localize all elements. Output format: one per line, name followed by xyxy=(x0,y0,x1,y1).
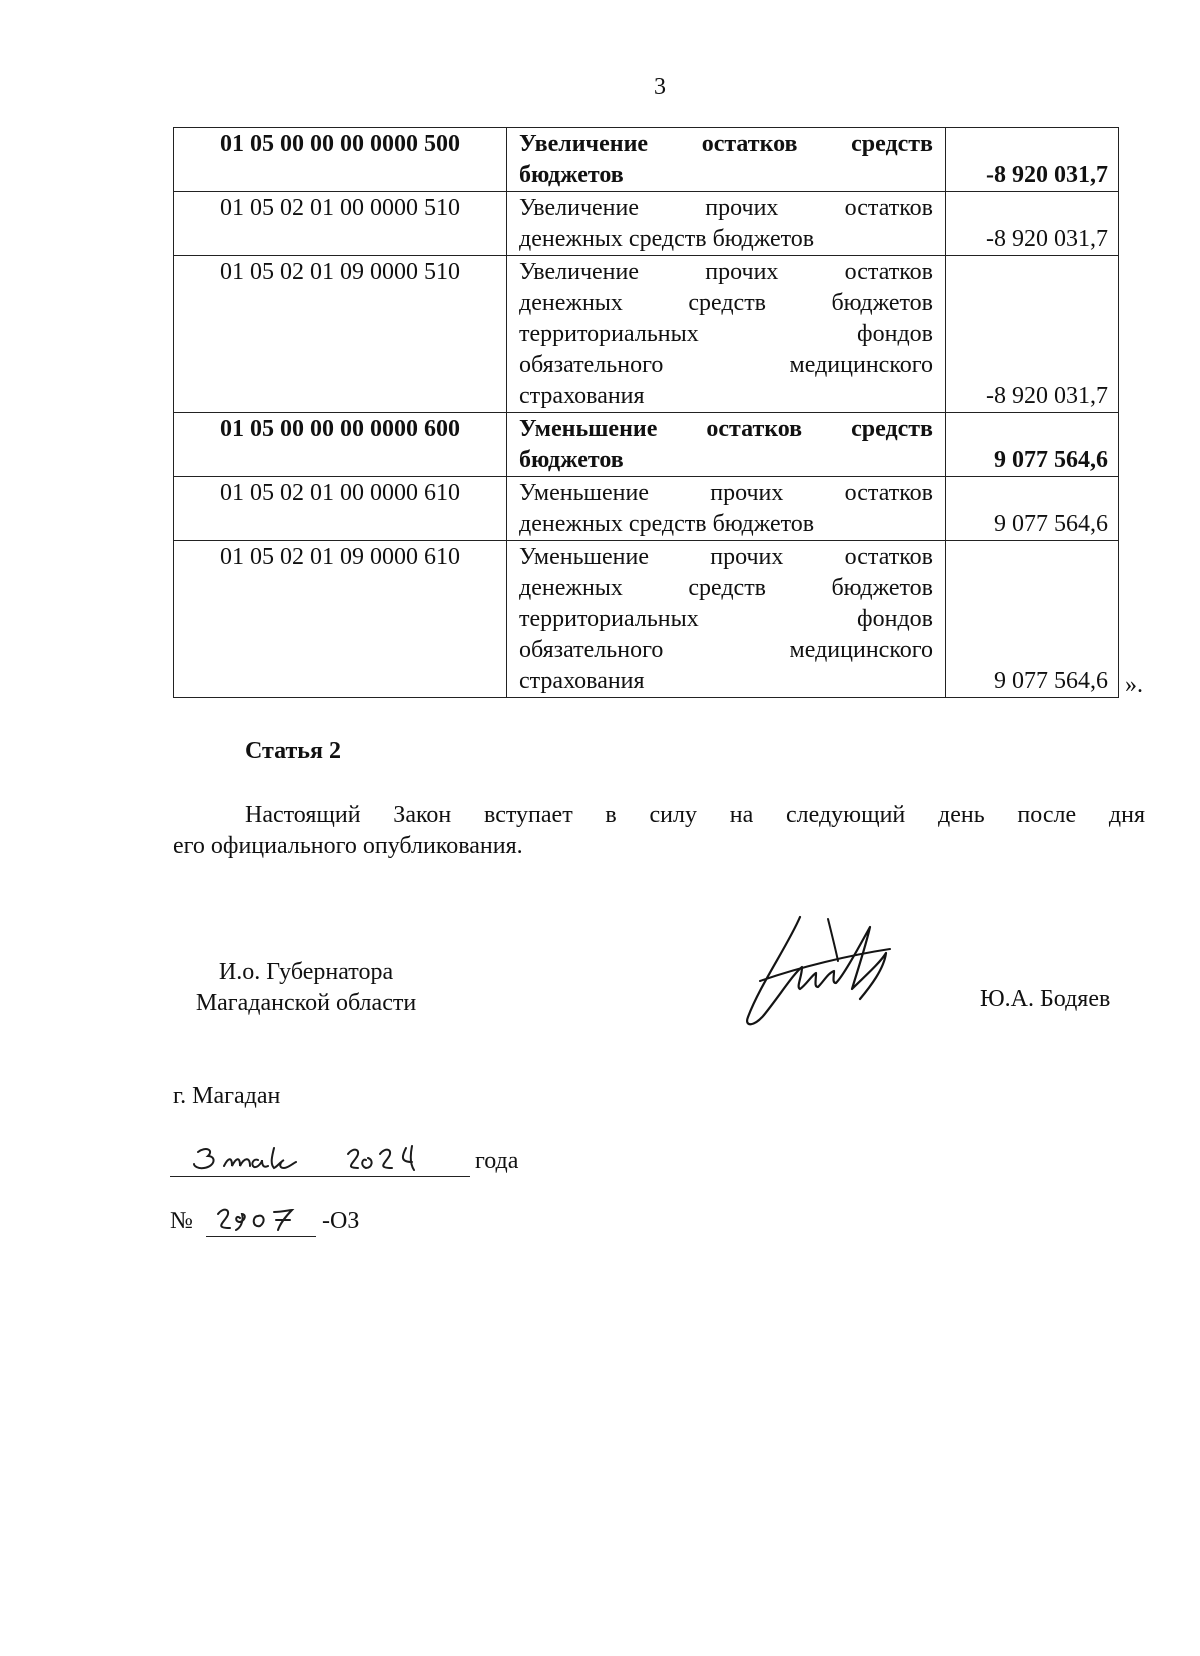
amount-cell: -8 920 031,7 xyxy=(946,192,1119,256)
signatory-position-line-1: И.о. Губернатора xyxy=(218,959,394,985)
description-line: обязательного медицинского xyxy=(519,637,933,663)
description-line: Уменьшение прочих остатков xyxy=(519,480,933,506)
signatory-name: Ю.А. Бодяев xyxy=(980,986,1111,1012)
description-cell xyxy=(507,413,946,477)
article-text-line-2: его официального опубликования. xyxy=(173,833,523,859)
closing-quote: ». xyxy=(1125,672,1143,698)
amount-cell: 9 077 564,6 xyxy=(946,477,1119,541)
page-number: 3 xyxy=(654,74,666,100)
date-suffix: года xyxy=(475,1148,519,1174)
description-cell xyxy=(507,541,946,698)
budget-code-cell: 01 05 00 00 00 0000 600 xyxy=(174,413,507,477)
amount-cell: -8 920 031,7 xyxy=(946,128,1119,192)
description-line: бюджетов xyxy=(519,162,624,188)
signatory-position xyxy=(176,957,436,1019)
description-cell xyxy=(507,192,946,256)
handwritten-law-number xyxy=(206,1200,316,1237)
description-line: страхования xyxy=(519,383,645,409)
budget-code-cell: 01 05 02 01 00 0000 510 xyxy=(174,192,507,256)
budget-code-cell: 01 05 00 00 00 0000 500 xyxy=(174,128,507,192)
budget-code-cell: 01 05 02 01 00 0000 610 xyxy=(174,477,507,541)
description-cell xyxy=(507,256,946,413)
description-line: Увеличение прочих остатков xyxy=(519,259,933,285)
amount-cell: -8 920 031,7 xyxy=(946,256,1119,413)
description-line: Уменьшение остатков средств xyxy=(519,416,933,442)
article-title: Статья 2 xyxy=(245,738,341,764)
description-line: страхования xyxy=(519,668,645,694)
description-cell xyxy=(507,477,946,541)
description-line: территориальных фондов xyxy=(519,606,933,632)
signatory-position-line-2: Магаданской области xyxy=(195,990,417,1016)
description-line: денежных средств бюджетов xyxy=(519,511,815,537)
amount-cell: 9 077 564,6 xyxy=(946,541,1119,698)
description-line: территориальных фондов xyxy=(519,321,933,347)
description-line: Увеличение прочих остатков xyxy=(519,195,933,221)
law-number-suffix: -ОЗ xyxy=(322,1208,360,1234)
table-body xyxy=(174,128,1119,698)
amount-cell: 9 077 564,6 xyxy=(946,413,1119,477)
place-of-signing: г. Магадан xyxy=(173,1083,281,1109)
description-line: Уменьшение прочих остатков xyxy=(519,544,933,570)
description-line: Увеличение остатков средств xyxy=(519,131,933,157)
description-line: бюджетов xyxy=(519,447,624,473)
table-row xyxy=(174,413,1119,477)
table-row xyxy=(174,541,1119,698)
description-line: обязательного медицинского xyxy=(519,352,933,378)
article-text xyxy=(173,800,1145,862)
description-line: денежных средств бюджетов xyxy=(519,290,933,316)
description-cell xyxy=(507,128,946,192)
table-row xyxy=(174,477,1119,541)
handwritten-signature xyxy=(740,915,910,1040)
table-row xyxy=(174,256,1119,413)
number-sign: № xyxy=(170,1208,193,1234)
budget-sources-table xyxy=(173,127,1119,698)
article-text-line-1: Настоящий Закон вступает в силу на следующий день после дня xyxy=(245,802,1145,828)
handwritten-date xyxy=(170,1140,470,1177)
description-line: денежных средств бюджетов xyxy=(519,575,933,601)
budget-code-cell: 01 05 02 01 09 0000 510 xyxy=(174,256,507,413)
budget-code-cell: 01 05 02 01 09 0000 610 xyxy=(174,541,507,698)
description-line: денежных средств бюджетов xyxy=(519,226,815,252)
table-row xyxy=(174,192,1119,256)
law-number xyxy=(170,1200,410,1240)
table-row xyxy=(174,128,1119,192)
